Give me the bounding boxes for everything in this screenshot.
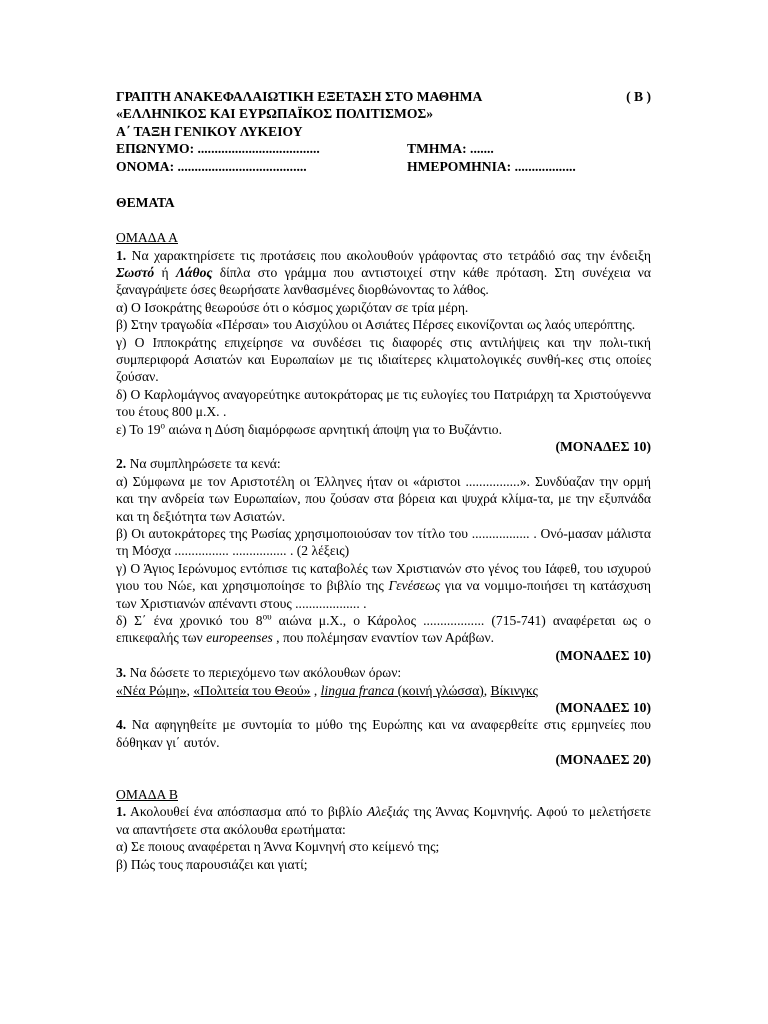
blank-text: δ) Σ΄ ένα χρονικό του 8 — [116, 613, 263, 629]
ordinal-sup: ου — [262, 611, 272, 622]
surname-class-line — [116, 140, 651, 157]
question-text: Ακολουθεί ένα απόσπασμα από το βιβλίο — [126, 804, 367, 820]
subquestion-a: α) Σε ποιους αναφέρεται η Άννα Κομνηνή στο κείμενό της; — [116, 839, 440, 855]
name-field: ΟΝΟΜΑ: ...................................... — [116, 158, 307, 174]
question-number: 1. — [116, 804, 127, 820]
question-text: Να αφηγηθείτε με συντομία το μύθο της Ευρώπης και να αναφερθείτε στις ερμηνείες που δόθηκαν γι΄ αυτόν. — [116, 717, 651, 750]
term-lingua-franca: lingua franca — [320, 682, 395, 698]
question-text: Να δώσετε το περιεχόμενο των ακόλουθων όρων: — [126, 665, 402, 681]
topics-title: ΘΕΜΑΤΑ — [116, 195, 175, 211]
group-a-title: ΟΜΑΔΑ Α — [116, 230, 178, 246]
separator: , — [310, 682, 321, 698]
exam-title: ΓΡΑΠΤΗ ΑΝΑΚΕΦΑΛΑΙΩΤΙΚΗ ΕΞΕΤΑΣΗ ΣΤΟ ΜΑΘΗΜΑ — [116, 89, 483, 104]
statement-text: ε) Το 19 — [116, 421, 161, 437]
terms-list — [116, 682, 651, 699]
statement-a: α) Ο Ισοκράτης θεωρούσε ότι ο κόσμος χωριζόταν σε τρία μέρη. — [116, 299, 469, 315]
marks-a3: (ΜΟΝΑΔΕΣ 10) — [555, 700, 651, 716]
question-number: 3. — [116, 665, 127, 681]
name-date-line — [116, 158, 651, 175]
statement-d: δ) Ο Καρλομάγνος αναγορεύτηκε αυτοκράτορας με τις ευλογίες του Πατριάρχη τα Χριστούγεννα του έτους 800 μ.Χ. . — [116, 386, 651, 420]
blank-d — [116, 612, 651, 647]
blank-text: αιώνα μ.Χ., ο Κάρολος .................. (715-741) αναφέρεται ως ο επικεφαλής των — [116, 613, 651, 646]
date-field: ΗΜΕΡΟΜΗΝΙΑ: .................. — [407, 158, 576, 174]
blank-text: για να νομιμο-ποιήσει τη κατάσχυση των Χριστιανών απέναντι στους ................... . — [116, 578, 651, 611]
question-text: της Άννας Κομνηνής. Αφού το μελετήσετε να απαντήσετε στα ακόλουθα ερωτήματα: — [116, 804, 651, 837]
marks-a4: (ΜΟΝΑΔΕΣ 20) — [555, 752, 651, 768]
question-text: ή — [154, 264, 176, 280]
question-number: 1. — [116, 247, 127, 263]
statement-e — [116, 421, 651, 438]
group-b-title: ΟΜΑΔΑ Β — [116, 787, 178, 803]
subquestion-b: β) Πώς τους παρουσιάζει και γιατί; — [116, 856, 308, 872]
question-text: Να χαρακτηρίσετε τις προτάσεις που ακολουθούν γράφοντας στο τετράδιό σας την ένδειξη — [126, 247, 651, 263]
statement-c: γ) Ο Ιπποκράτης επιχείρησε να συνδέσει τις διαφορές στις αντιλήψεις και την πολι-τική συμπεριφορά Ασιατών και Ευρωπαίων με τις ιδιαίτερες κλιματολογικές συνθή-κες στις οποίες ζούσαν. — [116, 334, 651, 385]
class-field: ΤΜΗΜΑ: ....... — [407, 141, 494, 157]
separator: , — [483, 682, 491, 698]
question-b1 — [116, 803, 651, 838]
blank-text: γ) Ο Άγιος Ιερώνυμος εντόπισε τις καταβολές των Χριστιανών στο γένος του Ιάφεθ, του ισχυρού γιου του Νώε, και χρησιμοποίησε το βιβλίο της — [116, 560, 651, 594]
marks-a1: (ΜΟΝΑΔΕΣ 10) — [555, 438, 651, 454]
question-a4 — [116, 716, 651, 751]
marks-a2: (ΜΟΝΑΔΕΣ 10) — [555, 647, 651, 663]
term-lingua-franca-gloss: (κοινή γλώσσα) — [394, 682, 484, 698]
surname-field: ΕΠΩΝΥΜΟ: .................................... — [116, 141, 320, 157]
statement-text: αιώνα η Δύση διαμόρφωσε αρνητική άποψη για το Βυζάντιο. — [165, 421, 502, 437]
question-text: δίπλα στο γράμμα που αντιστοιχεί στην κάθε πρόταση. Στη συνέχεια να ξαναγράψετε όσες θεωρήσατε λανθασμένες διορθώνοντας το λάθος. — [116, 264, 651, 298]
term-city-of-god: «Πολιτεία του Θεού» — [193, 682, 311, 698]
book-title: Γενέσεως — [388, 578, 441, 594]
separator: , — [186, 682, 194, 698]
wrong-label: Λάθος — [175, 264, 213, 280]
blank-text: , που πολέμησαν εναντίον των Αράβων. — [272, 630, 495, 646]
exam-page — [116, 88, 651, 873]
blank-c — [116, 560, 651, 612]
grade-level: Α΄ ΤΑΞΗ ΓΕΝΙΚΟΥ ΛΥΚΕΙΟΥ — [116, 123, 303, 139]
question-number: 4. — [116, 717, 127, 733]
question-a2 — [116, 455, 651, 472]
question-text: Να συμπληρώσετε τα κενά: — [126, 456, 281, 472]
blank-a: α) Σύμφωνα με τον Αριστοτέλη οι Έλληνες ήταν οι «άριστοι ................». Συνδύαζαν την ορμή και την ανδρεία των Ευρωπαίων, που ζούσαν στα βόρεια και ψυχρά κλίμα-τα, με την εξυπνάδα και τη δεξιότητα των Ασιατών. — [116, 473, 651, 524]
latin-term: europeenses — [206, 630, 273, 646]
correct-label: Σωστό — [116, 264, 155, 280]
book-title: Αλεξιάς — [367, 804, 409, 820]
question-a1 — [116, 247, 651, 299]
term-vikings: Βίκινγκς — [490, 682, 538, 698]
question-number: 2. — [116, 456, 127, 472]
course-title: «ΕΛΛΗΝΙΚΟΣ ΚΑΙ ΕΥΡΩΠΑΪΚΟΣ ΠΟΛΙΤΙΣΜΟΣ» — [116, 106, 434, 122]
exam-version: ( Β ) — [626, 89, 651, 104]
blank-b: β) Οι αυτοκράτορες της Ρωσίας χρησιμοποιούσαν τον τίτλο του ................. . Ονό-μασαν μάλιστα τη Μόσχα ................ ................ . (2 λέξεις) — [116, 526, 651, 559]
exam-title-line — [116, 88, 651, 105]
term-new-rome: «Νέα Ρώμη» — [116, 682, 187, 698]
statement-b: β) Στην τραγωδία «Πέρσαι» του Αισχύλου οι Ασιάτες Πέρσες εικονίζονται ως λαός υπερόπτης. — [116, 317, 636, 333]
question-a3 — [116, 664, 651, 681]
ordinal-sup: ο — [160, 420, 166, 431]
